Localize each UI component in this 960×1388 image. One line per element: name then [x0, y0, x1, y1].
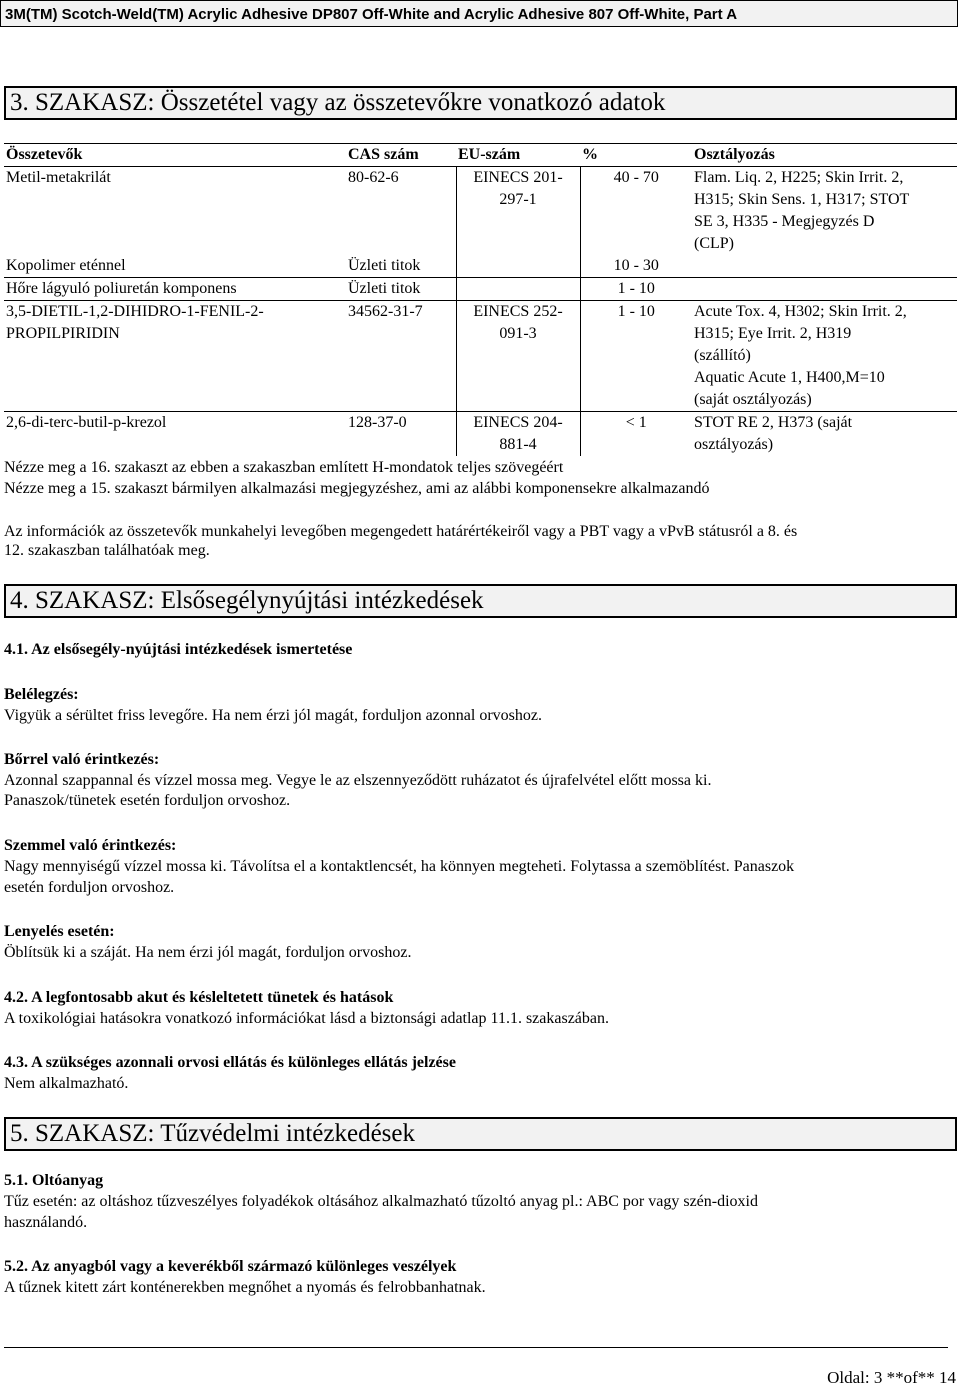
subsection-5-1-heading: 5.1. Oltóanyag	[4, 1172, 104, 1189]
inhalation-text: Vigyük a sérültet friss levegőre. Ha nem érzi jól magát, forduljon azonnal orvoshoz.	[4, 707, 542, 724]
eye-contact-heading: Szemmel való érintkezés:	[4, 837, 177, 854]
eu-number-cell	[456, 301, 580, 412]
subsection-4-1-heading: 4.1. Az elsősegély-nyújtási intézkedések ismertetése	[4, 641, 353, 658]
ingredient-name-cell-line: Metil-metakrilát	[6, 169, 111, 186]
classification-cell-line: SE 3, H335 - Megjegyzés D	[694, 213, 875, 230]
cas-number-cell	[346, 412, 456, 457]
subsection-4-3-heading: 4.3. A szükséges azonnali orvosi ellátás és különleges ellátás jelzése	[4, 1054, 456, 1071]
classification-cell-line: Aquatic Acute 1, H400,M=10	[694, 369, 885, 386]
section-4-heading: 4. SZAKASZ: Elsősegélynyújtási intézkedések	[4, 584, 957, 618]
eu-number-cell-line: 091-3	[499, 325, 537, 342]
cas-number-cell	[346, 167, 456, 256]
eu-number-cell-line: EINECS 204-	[473, 414, 563, 431]
classification-cell-line: (CLP)	[694, 235, 734, 252]
eu-number-cell	[456, 278, 580, 301]
ingredient-name-cell-line: 3,5-DIETIL-1,2-DIHIDRO-1-FENIL-2-	[6, 303, 264, 320]
percent-cell-line: 1 - 10	[617, 303, 655, 320]
table-row	[4, 412, 957, 457]
inhalation-heading: Belélegzés:	[4, 686, 79, 703]
percent-cell	[580, 278, 692, 301]
percent-cell	[580, 255, 692, 278]
ingredient-name-cell	[4, 412, 346, 457]
classification-cell-line: (saját osztályozás)	[694, 391, 812, 408]
classification-cell-line: (szállító)	[694, 347, 751, 364]
classification-cell	[692, 167, 957, 256]
cas-number-cell	[346, 278, 456, 301]
skin-contact-text: Panaszok/tünetek esetén forduljon orvoshoz.	[4, 792, 291, 809]
section-5-heading: 5. SZAKASZ: Tűzvédelmi intézkedések	[4, 1117, 957, 1151]
percent-cell	[580, 167, 692, 256]
eye-contact-text: esetén forduljon orvoshoz.	[4, 879, 175, 896]
subsection-5-1-text: Tűz esetén: az oltáshoz tűzveszélyes folyadékok oltásához alkalmazható tűzoltó anyag pl.: ABC por vagy szén-dioxid	[4, 1193, 758, 1210]
ingredient-name-cell-line: Hőre lágyuló poliuretán komponens	[6, 280, 237, 297]
table-header-row	[4, 144, 957, 167]
eu-number-cell-line: 881-4	[499, 436, 537, 453]
section-3-heading: 3. SZAKASZ: Összetétel vagy az összetevőkre vonatkozó adatok	[4, 86, 957, 120]
col-header: %	[580, 144, 692, 167]
classification-cell	[692, 278, 957, 301]
classification-cell-line: H315; Eye Irrit. 2, H319	[694, 325, 852, 342]
skin-contact-heading: Bőrrel való érintkezés:	[4, 751, 160, 768]
cas-number-cell	[346, 255, 456, 278]
classification-cell	[692, 301, 957, 412]
col-header: CAS szám	[346, 144, 456, 167]
table-row	[4, 255, 957, 278]
ingestion-heading: Lenyelés esetén:	[4, 923, 115, 940]
eu-number-cell-line: EINECS 252-	[473, 303, 563, 320]
page-number: Oldal: 3 **of** 14	[827, 1368, 956, 1387]
ingestion-text: Öblítsük ki a száját. Ha nem érzi jól magát, forduljon orvoshoz.	[4, 944, 412, 961]
subsection-5-2-heading: 5.2. Az anyagból vagy a keverékből származó különleges veszélyek	[4, 1258, 457, 1275]
eu-number-cell	[456, 167, 580, 256]
classification-cell	[692, 412, 957, 457]
percent-cell	[580, 412, 692, 457]
cas-number-cell-line: Üzleti titok	[348, 280, 421, 297]
col-header: Összetevők	[4, 144, 346, 167]
ingredient-name-cell-line: 2,6-di-terc-butil-p-krezol	[6, 414, 167, 431]
classification-cell	[692, 255, 957, 278]
ingredient-name-cell	[4, 255, 346, 278]
col-header: Osztályozás	[692, 144, 957, 167]
percent-cell-line: 40 - 70	[613, 169, 659, 186]
cas-number-cell-line: Üzleti titok	[348, 257, 421, 274]
eu-number-cell-line: 297-1	[499, 191, 537, 208]
classification-cell-line: Acute Tox. 4, H302; Skin Irrit. 2,	[694, 303, 907, 320]
percent-cell	[580, 301, 692, 412]
table-row	[4, 301, 957, 412]
cas-number-cell	[346, 301, 456, 412]
classification-cell-line: Flam. Liq. 2, H225; Skin Irrit. 2,	[694, 169, 904, 186]
ingredient-name-cell	[4, 167, 346, 256]
classification-cell-line: STOT RE 2, H373 (saját	[694, 414, 853, 431]
subsection-4-2-heading: 4.2. A legfontosabb akut és késleltetett tünetek és hatások	[4, 989, 394, 1006]
subsection-5-2-text: A tűznek kitett zárt konténerekben megnőhet a nyomás és felrobbanhatnak.	[4, 1279, 486, 1296]
eye-contact-text: Nagy mennyiségű vízzel mossa ki. Távolítsa el a kontaktlencsét, ha könnyen megteheti. Folytassa a szemöblítést. Panaszok	[4, 858, 795, 875]
col-header: EU-szám	[456, 144, 580, 167]
eu-number-cell	[456, 412, 580, 457]
document-header: 3M(TM) Scotch-Weld(TM) Acrylic Adhesive DP807 Off-White and Acrylic Adhesive 807 Off-White, Part A	[0, 0, 958, 27]
classification-cell-line: osztályozás)	[694, 436, 774, 453]
percent-cell-line: 10 - 30	[613, 257, 659, 274]
note-application: Nézze meg a 15. szakaszt bármilyen alkalmazási megjegyzéshez, ami az alábbi komponensekre alkalmazandó	[4, 480, 710, 497]
ingredient-name-cell	[4, 301, 346, 412]
ingredient-name-cell	[4, 278, 346, 301]
composition-table	[4, 143, 957, 456]
footer-rule	[4, 1347, 948, 1348]
ingredient-name-cell-line: PROPILPIRIDIN	[6, 325, 120, 342]
ingredient-name-cell-line: Kopolimer eténnel	[6, 257, 126, 274]
cas-number-cell-line: 80-62-6	[348, 169, 399, 186]
subsection-5-1-text: használandó.	[4, 1214, 88, 1231]
classification-cell-line: H315; Skin Sens. 1, H317; STOT	[694, 191, 910, 208]
info-paragraph-line: Az információk az összetevők munkahelyi levegőben megengedett határértékeiről vagy a PBT vagy a vPvB státusról a 8. és	[4, 523, 798, 540]
percent-cell-line: 1 - 10	[617, 280, 655, 297]
table-row	[4, 167, 957, 256]
info-paragraph-line: 12. szakaszban találhatóak meg.	[4, 542, 210, 559]
cas-number-cell-line: 34562-31-7	[348, 303, 423, 320]
percent-cell-line: < 1	[625, 414, 647, 431]
note-h-statements: Nézze meg a 16. szakaszt az ebben a szakaszban említett H-mondatok teljes szövegéért	[4, 459, 564, 476]
skin-contact-text: Azonnal szappannal és vízzel mossa meg. Vegye le az elszennyeződött ruházatot és újrafelvétel előtt mossa ki.	[4, 772, 712, 789]
subsection-4-2-text: A toxikológiai hatásokra vonatkozó információkat lásd a biztonsági adatlap 11.1. szakaszában.	[4, 1010, 609, 1027]
cas-number-cell-line: 128-37-0	[348, 414, 407, 431]
table-row	[4, 278, 957, 301]
eu-number-cell-line: EINECS 201-	[473, 169, 563, 186]
eu-number-cell	[456, 255, 580, 278]
subsection-4-3-text: Nem alkalmazható.	[4, 1075, 129, 1092]
